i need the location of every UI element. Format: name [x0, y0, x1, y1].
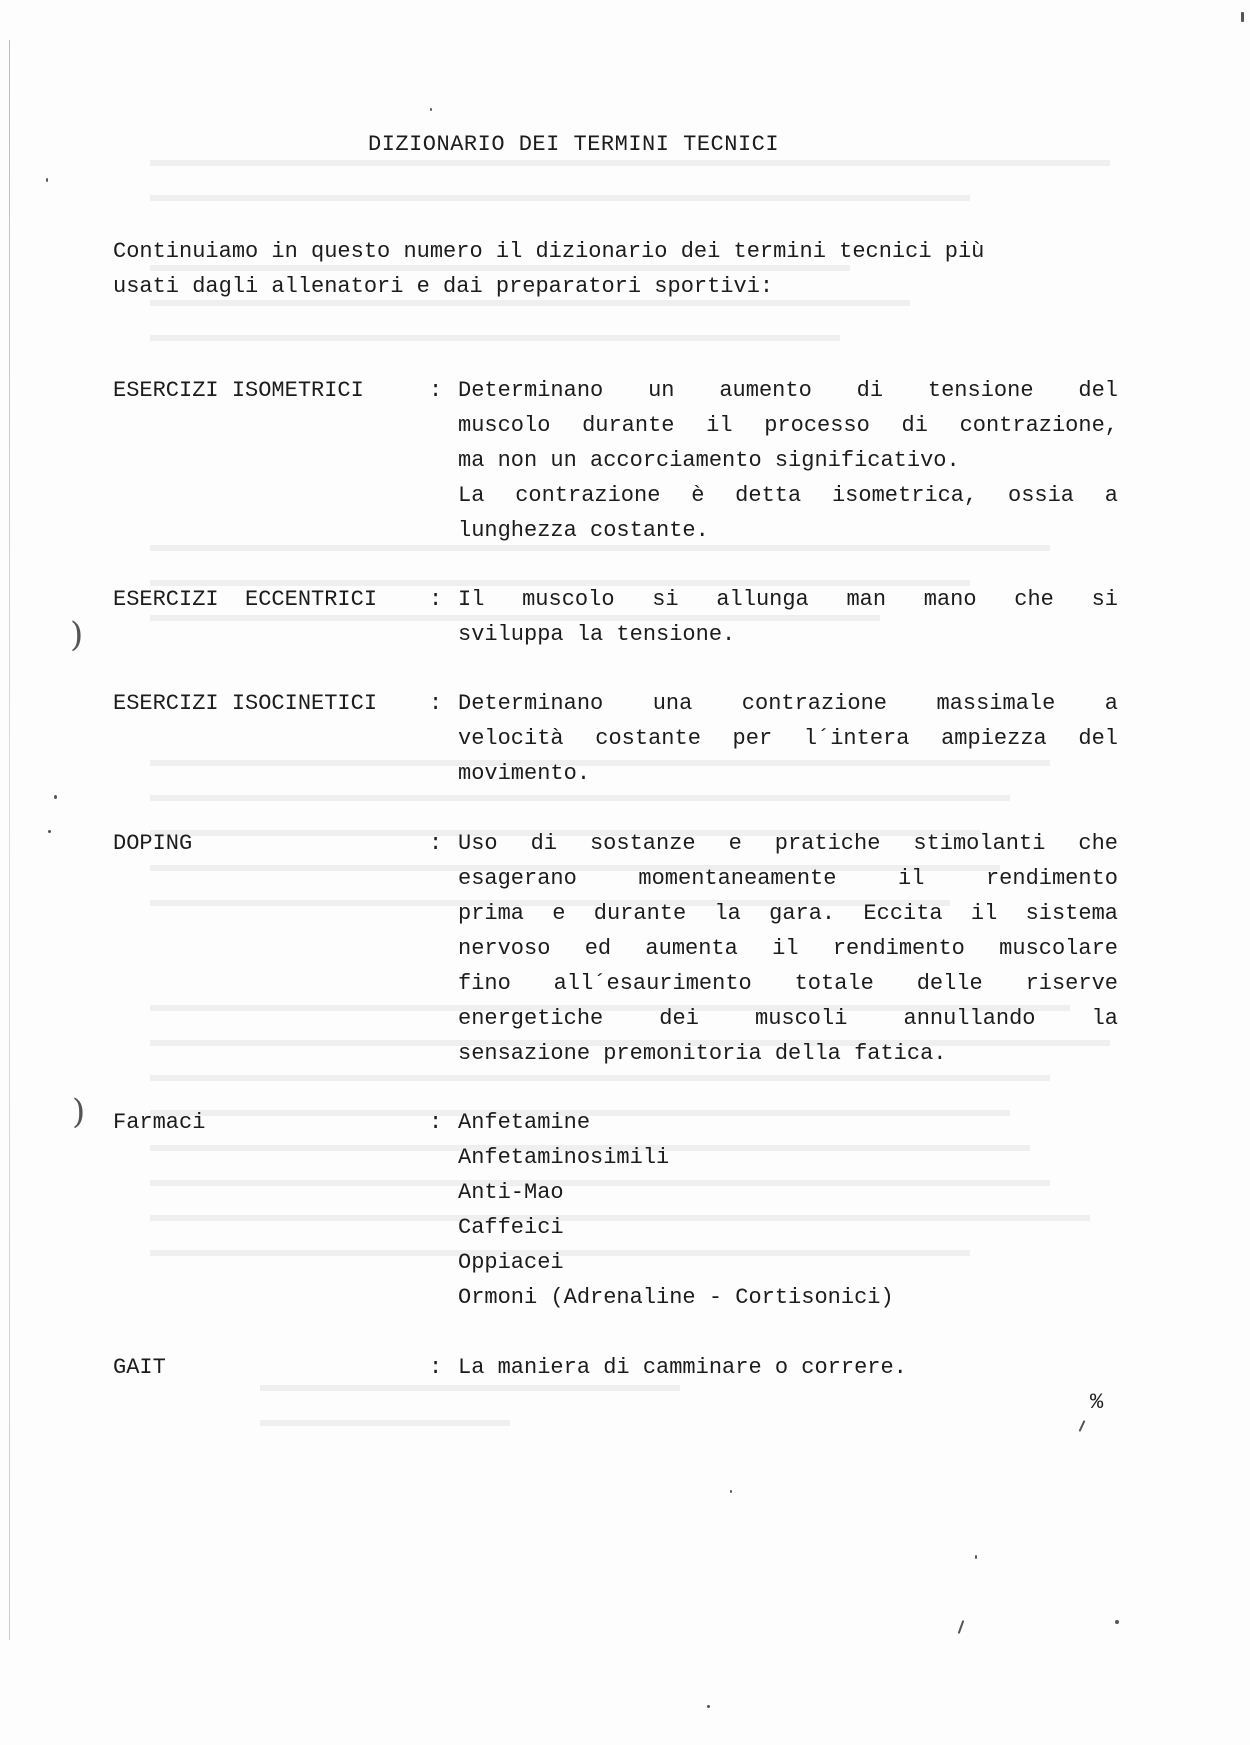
- entry-term: Farmaci: [113, 1110, 206, 1135]
- entry-separator: :: [429, 831, 443, 856]
- scan-speck: [1079, 1420, 1086, 1432]
- definition-line: fino all´esaurimento totale delle riserve: [458, 971, 1118, 996]
- entry-definition: [458, 373, 1118, 548]
- page-title: DIZIONARIO DEI TERMINI TECNICI: [368, 132, 780, 157]
- intro-paragraph: [113, 234, 1113, 304]
- punch-hole-mark: ): [72, 1092, 86, 1132]
- scan-speck: [1241, 12, 1244, 22]
- entry-term: DOPING: [113, 831, 193, 856]
- definition-line: nervoso ed aumenta il rendimento muscolare: [458, 936, 1118, 961]
- definition-line: esagerano momentaneamente il rendimento: [458, 866, 1118, 891]
- entry-separator: :: [429, 1355, 443, 1380]
- punch-hole-mark: ): [70, 615, 84, 655]
- definition-line: La maniera di camminare o correre.: [458, 1355, 907, 1380]
- definition-line: Determinano una contrazione massimale a: [458, 691, 1118, 716]
- definition-line: sensazione premonitoria della fatica.: [458, 1041, 947, 1066]
- definition-line: Uso di sostanze e pratiche stimolanti che: [458, 831, 1118, 856]
- drug-class-item: Anti-Mao: [458, 1180, 564, 1205]
- entry-separator: :: [429, 587, 443, 612]
- scan-speck: [975, 1555, 977, 1559]
- definition-line: lunghezza costante.: [458, 518, 709, 543]
- entry-definition: [458, 1350, 1118, 1385]
- entry-term: ESERCIZI ISOCINETICI: [113, 691, 378, 716]
- definition-line: muscolo durante il processo di contrazione,: [458, 413, 1118, 438]
- scan-speck: [730, 1490, 732, 1493]
- entry-separator: :: [429, 378, 443, 403]
- entry-term: ESERCIZI ECCENTRICI: [113, 587, 378, 612]
- intro-line: usati dagli allenatori e dai preparatori sportivi:: [113, 274, 774, 299]
- scan-speck: [48, 830, 51, 833]
- scan-speck: [54, 795, 57, 799]
- scan-speck: [46, 178, 48, 182]
- entry-term: GAIT: [113, 1355, 166, 1380]
- entry-definition: [458, 686, 1118, 791]
- entry-separator: :: [429, 1110, 443, 1135]
- definition-line: sviluppa la tensione.: [458, 622, 736, 647]
- entry-definition: [458, 582, 1118, 652]
- scan-speck: [707, 1705, 710, 1708]
- end-mark: %: [1090, 1390, 1104, 1415]
- entry-definition: [458, 826, 1118, 1071]
- entry-definition-list: [458, 1105, 1118, 1315]
- definition-line: prima e durante la gara. Eccita il sistema: [458, 901, 1118, 926]
- entry-separator: :: [429, 691, 443, 716]
- definition-line: La contrazione è detta isometrica, ossia a: [458, 483, 1118, 508]
- drug-class-item: Anfetaminosimili: [458, 1145, 670, 1170]
- definition-line: movimento.: [458, 761, 591, 786]
- definition-line: Il muscolo si allunga man mano che si: [458, 587, 1118, 612]
- entry-term: ESERCIZI ISOMETRICI: [113, 378, 364, 403]
- intro-line: Continuiamo in questo numero il dizionario dei termini tecnici più: [113, 239, 985, 264]
- drug-class-item: Caffeici: [458, 1215, 564, 1240]
- definition-line: energetiche dei muscoli annullando la: [458, 1006, 1118, 1031]
- scan-speck: [430, 108, 432, 111]
- scan-edge-line: [9, 40, 10, 1640]
- definition-line: ma non un accorciamento significativo.: [458, 448, 960, 473]
- drug-class-item: Ormoni (Adrenaline - Cortisonici): [458, 1285, 894, 1310]
- definition-line: velocità costante per l´intera ampiezza del: [458, 726, 1118, 751]
- drug-class-item: Anfetamine: [458, 1110, 591, 1135]
- drug-class-item: Oppiacei: [458, 1250, 564, 1275]
- definition-line: Determinano un aumento di tensione del: [458, 378, 1118, 403]
- scan-speck: [958, 1620, 965, 1634]
- scan-speck: [1115, 1620, 1119, 1624]
